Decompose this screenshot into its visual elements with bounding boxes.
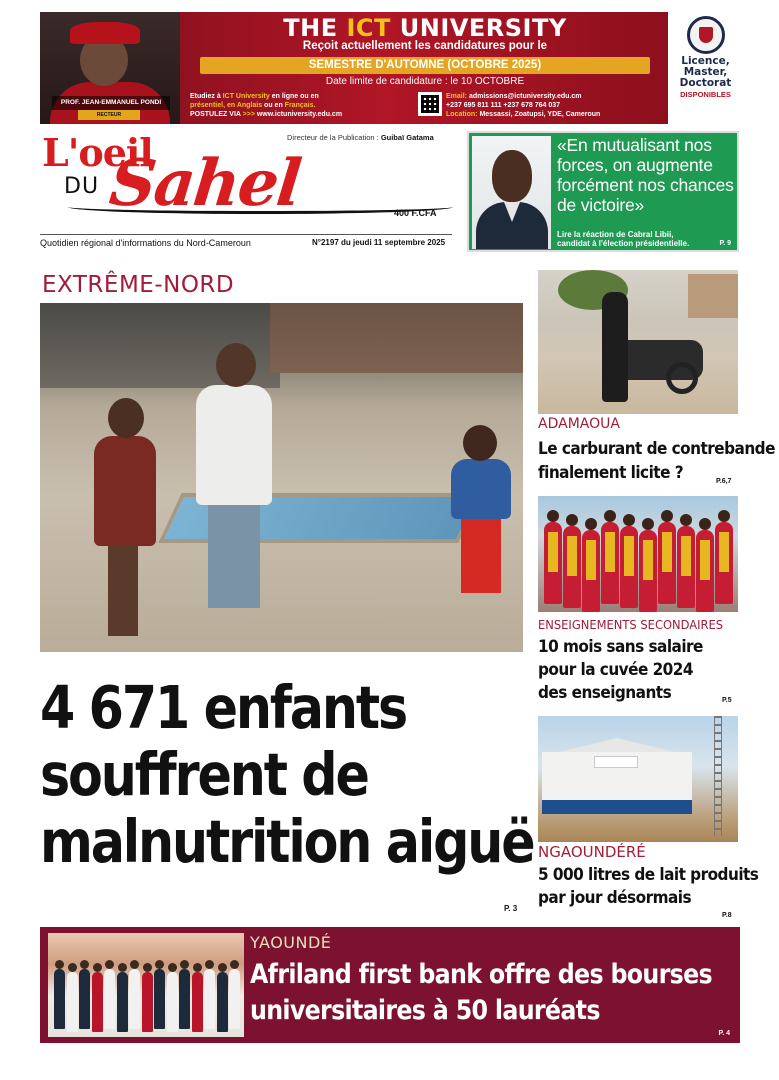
photo-graduate bbox=[582, 530, 600, 612]
photo-child-left bbox=[90, 398, 160, 648]
bottom-story-photo bbox=[48, 933, 244, 1037]
photo-graduate bbox=[658, 522, 676, 604]
photo-graduate bbox=[677, 526, 695, 608]
bottom-story-band[interactable] bbox=[40, 927, 740, 1043]
photo-laureate bbox=[104, 969, 115, 1029]
side-story-2-photo[interactable] bbox=[538, 496, 738, 612]
ad-contact-info bbox=[446, 92, 666, 119]
quote-teaser[interactable] bbox=[467, 131, 739, 252]
side-story-2-title-line-3: des enseignants bbox=[538, 683, 672, 703]
child-shirt bbox=[94, 436, 156, 546]
main-headline[interactable] bbox=[40, 673, 534, 876]
photo-sign bbox=[594, 756, 638, 768]
ad-degrees-panel bbox=[670, 12, 741, 124]
side-story-2-title-line-1: 10 mois sans salaire bbox=[538, 637, 703, 657]
bottom-story-page-ref: P. 4 bbox=[718, 1030, 730, 1037]
logo-loeil: L'oeil bbox=[42, 130, 153, 175]
main-section-label: EXTRÊME-NORD bbox=[42, 272, 235, 298]
photo-laureate bbox=[154, 969, 165, 1029]
rector-cap bbox=[70, 22, 140, 44]
study-french: Français. bbox=[284, 102, 316, 109]
photo-graduate bbox=[715, 522, 733, 604]
photo-laureate bbox=[129, 969, 140, 1029]
ad-semester-badge: SEMESTRE D'AUTOMNE (OCTOBRE 2025) bbox=[200, 57, 650, 74]
study-or: ou en bbox=[262, 102, 285, 109]
side-story-1-section: ADAMAOUA bbox=[538, 416, 620, 432]
bottom-story-section: YAOUNDÉ bbox=[250, 933, 332, 952]
rector-role: RECTEUR bbox=[78, 110, 140, 120]
side-story-3-title-line-2: par jour désormais bbox=[538, 888, 692, 908]
side-story-3-photo[interactable] bbox=[538, 716, 738, 842]
main-story-photo[interactable] bbox=[40, 303, 523, 652]
photo-laureate bbox=[117, 972, 128, 1032]
qr-code-pattern bbox=[421, 95, 439, 113]
rector-name: PROF. JEAN-EMMANUEL PONDI bbox=[52, 96, 170, 110]
apply-url-link[interactable]: www.ictuniversity.edu.cm bbox=[256, 111, 343, 118]
cabral-libii-photo bbox=[472, 136, 551, 249]
ict-university-ad[interactable] bbox=[40, 12, 741, 124]
director-name: Guibaï Gatama bbox=[380, 133, 434, 142]
side-story-2-section: ENSEIGNEMENTS SECONDAIRES bbox=[538, 617, 724, 632]
study-university: ICT University bbox=[222, 93, 270, 100]
logo-du: DU bbox=[64, 174, 100, 199]
child-head bbox=[108, 398, 144, 438]
ad-study-info bbox=[190, 92, 370, 119]
bottom-story-title-line-2: universitaires à 50 lauréats bbox=[250, 995, 600, 1026]
side-story-3-title-line-1: 5 000 litres de lait produits bbox=[538, 865, 759, 885]
photo-laureate bbox=[192, 972, 203, 1032]
side-story-1-page-ref: P.6,7 bbox=[716, 478, 732, 485]
child-shirt bbox=[196, 385, 272, 505]
ad-deadline: Date limite de candidature : le 10 OCTOBRE bbox=[325, 76, 525, 87]
ad-recruit-text: Reçoit actuellement les candidatures pour le bbox=[302, 40, 548, 52]
side-story-2-title[interactable] bbox=[538, 636, 720, 705]
child-legs bbox=[108, 546, 138, 636]
side-story-3-page-ref: P.8 bbox=[722, 912, 732, 919]
side-story-2-page-ref: P.5 bbox=[722, 697, 732, 704]
quote-page-ref: P. 9 bbox=[719, 240, 731, 247]
degrees-available: DISPONIBLES bbox=[680, 90, 731, 99]
cover-price: 400 F.CFA bbox=[394, 208, 437, 218]
study-text: Etudiez à bbox=[190, 93, 223, 100]
photo-laureate bbox=[67, 972, 78, 1032]
side-story-1-title-line-2: finalement licite ? bbox=[538, 463, 684, 483]
main-page-ref: P. 3 bbox=[504, 904, 518, 913]
ad-title-accent: ICT bbox=[346, 14, 391, 42]
photo-tower bbox=[714, 716, 722, 836]
photo-graduate bbox=[601, 522, 619, 604]
photo-house bbox=[688, 274, 738, 318]
photo-laureate bbox=[217, 972, 228, 1032]
publication-director bbox=[287, 133, 434, 142]
location-text: Messassi, Zoatupsi, YDE, Cameroun bbox=[479, 111, 601, 118]
email-label: Email: bbox=[446, 93, 469, 100]
phone-numbers: +237 695 811 111 +237 678 764 037 bbox=[446, 102, 561, 109]
photo-child-right bbox=[445, 425, 515, 605]
photo-wall bbox=[270, 303, 523, 373]
quote-text: «En mutualisant nos forces, on augmente forcément nos chances de victoire» bbox=[557, 135, 734, 215]
apply-arrow: >>> bbox=[242, 111, 257, 118]
location-label: Location: bbox=[446, 111, 480, 118]
photo-graduate bbox=[696, 530, 714, 612]
child-head bbox=[463, 425, 497, 461]
photo-man bbox=[602, 292, 628, 402]
child-head bbox=[216, 343, 256, 387]
masthead bbox=[40, 130, 452, 252]
headline-line-2: souffrent de bbox=[40, 740, 368, 809]
headline-line-3: malnutrition aiguë bbox=[40, 807, 534, 876]
photo-laureate bbox=[54, 969, 65, 1029]
photo-laureate bbox=[142, 972, 153, 1032]
photo-child-center bbox=[190, 343, 275, 643]
ad-title-pre: THE bbox=[283, 14, 347, 42]
photo-laureate bbox=[79, 969, 90, 1029]
issue-number-date: N°2197 du jeudi 11 septembre 2025 bbox=[312, 238, 446, 247]
study-presentiel: présentiel, bbox=[190, 102, 227, 109]
degree-doctorat: Doctorat bbox=[679, 77, 732, 89]
ad-title bbox=[190, 14, 660, 42]
photo-laureate bbox=[92, 972, 103, 1032]
child-legs bbox=[208, 503, 260, 608]
child-shirt bbox=[451, 459, 511, 519]
photo-head bbox=[492, 150, 532, 202]
study-text-2: en ligne ou en bbox=[269, 93, 319, 100]
photo-laureate bbox=[204, 969, 215, 1029]
side-story-2-title-line-2: pour la cuvée 2024 bbox=[538, 660, 694, 680]
photo-graduate bbox=[544, 522, 562, 604]
ad-main-panel bbox=[40, 12, 668, 124]
quote-caption: Lire la réaction de Cabral Libii, candidat à l'élection présidentielle. bbox=[557, 230, 690, 248]
degree-licence: Licence, bbox=[681, 55, 730, 67]
photo-wheel bbox=[666, 362, 698, 394]
photo-laureate bbox=[229, 969, 240, 1029]
side-story-3-section: NGAOUNDÉRÉ bbox=[538, 843, 646, 861]
email-link[interactable]: admissions@ictuniversity.edu.cm bbox=[468, 93, 582, 100]
qr-code-icon[interactable] bbox=[418, 92, 442, 116]
study-english: en Anglais bbox=[226, 102, 263, 109]
photo-laureate bbox=[179, 969, 190, 1029]
side-story-1-title-line-1: Le carburant de contrebande bbox=[538, 439, 775, 459]
logo-sahel: Sahel bbox=[106, 146, 304, 221]
ad-title-post: UNIVERSITY bbox=[390, 14, 567, 42]
photo-graduate bbox=[639, 530, 657, 612]
masthead-divider bbox=[40, 234, 452, 235]
ad-rector-photo bbox=[40, 12, 180, 124]
apply-label: POSTULEZ VIA bbox=[190, 111, 243, 118]
headline-line-1: 4 671 enfants bbox=[40, 673, 407, 742]
photo-graduate bbox=[620, 526, 638, 608]
director-label: Directeur de la Publication : bbox=[287, 133, 381, 142]
bottom-story-title-line-1: Afriland first bank offre des bourses bbox=[250, 959, 712, 990]
bottom-story-title bbox=[250, 957, 740, 1029]
side-story-1-photo[interactable] bbox=[538, 270, 738, 414]
newspaper-tagline: Quotidien régional d'informations du Nord-Cameroun bbox=[40, 238, 251, 248]
degree-master: Master, bbox=[683, 66, 728, 78]
side-story-3-title[interactable] bbox=[538, 864, 759, 910]
photo-laureate bbox=[167, 972, 178, 1032]
ict-university-logo-icon bbox=[687, 16, 725, 54]
photo-graduate bbox=[563, 526, 581, 608]
child-legs bbox=[461, 519, 501, 593]
